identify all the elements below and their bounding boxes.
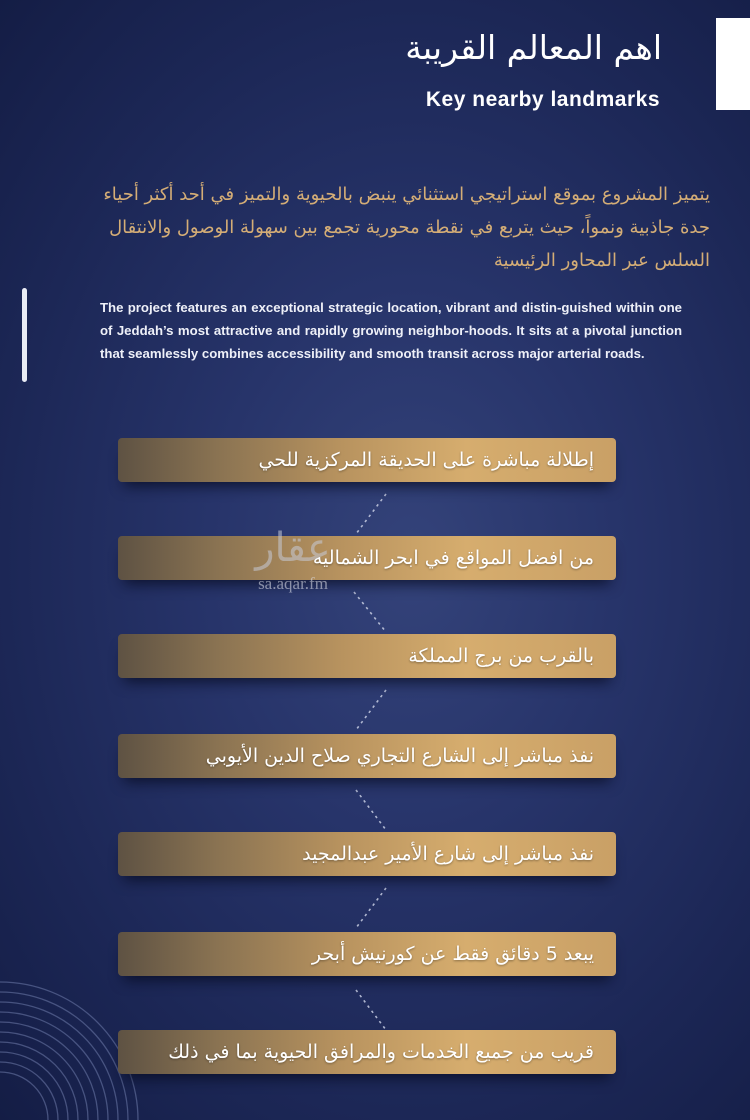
white-side-tab <box>716 18 750 110</box>
landmark-bar <box>118 634 616 678</box>
watermark <box>228 522 358 594</box>
landmark-bar <box>118 734 616 778</box>
landmark-bar <box>118 536 616 580</box>
landmark-text: يبعد 5 دقائق فقط عن كورنيش أبحر <box>311 943 594 965</box>
landmark-text: قريب من جميع الخدمات والمرافق الحيوية بما في ذلك <box>168 1041 594 1063</box>
landmark-text: نفذ مباشر إلى الشارع التجاري صلاح الدين الأيوبي <box>205 745 594 767</box>
landmark-bar <box>118 832 616 876</box>
landmark-bar <box>118 932 616 976</box>
landmark-text: نفذ مباشر إلى شارع الأمير عبدالمجيد <box>302 843 594 865</box>
landmark-text: بالقرب من برج المملكة <box>408 645 594 667</box>
scroll-indicator[interactable] <box>22 288 27 382</box>
landmark-text: إطلالة مباشرة على الحديقة المركزية للحي <box>258 449 594 471</box>
watermark-logo: عقار <box>255 525 331 571</box>
landmark-bar <box>118 1030 616 1074</box>
intro-paragraph-english: The project features an exceptional strategic location, vibrant and distin-guished within one of Jeddah’s most attractive and rapidly growing neighbor-hoods. It sits at a pivotal junction that seamlessly combines accessibility and smooth transit across major arterial roads. <box>100 300 682 361</box>
intro-paragraph-arabic: يتميز المشروع بموقع استراتيجي استثنائي ينبض بالحيوية والتميز في أحد أكثر أحياء جدة جاذبية ونمواً، حيث يتربع في نقطة محورية تجمع بين سهولة الوصول والانتقال السلس عبر المحاور الرئيسية <box>103 184 710 271</box>
page-title-arabic: اهم المعالم القريبة <box>405 28 662 67</box>
landmark-text: من افضل المواقع في ابحر الشماليه <box>312 547 594 569</box>
landmark-bar <box>118 438 616 482</box>
watermark-url: sa.aqar.fm <box>258 574 328 593</box>
page-title-english: Key nearby landmarks <box>425 88 660 111</box>
